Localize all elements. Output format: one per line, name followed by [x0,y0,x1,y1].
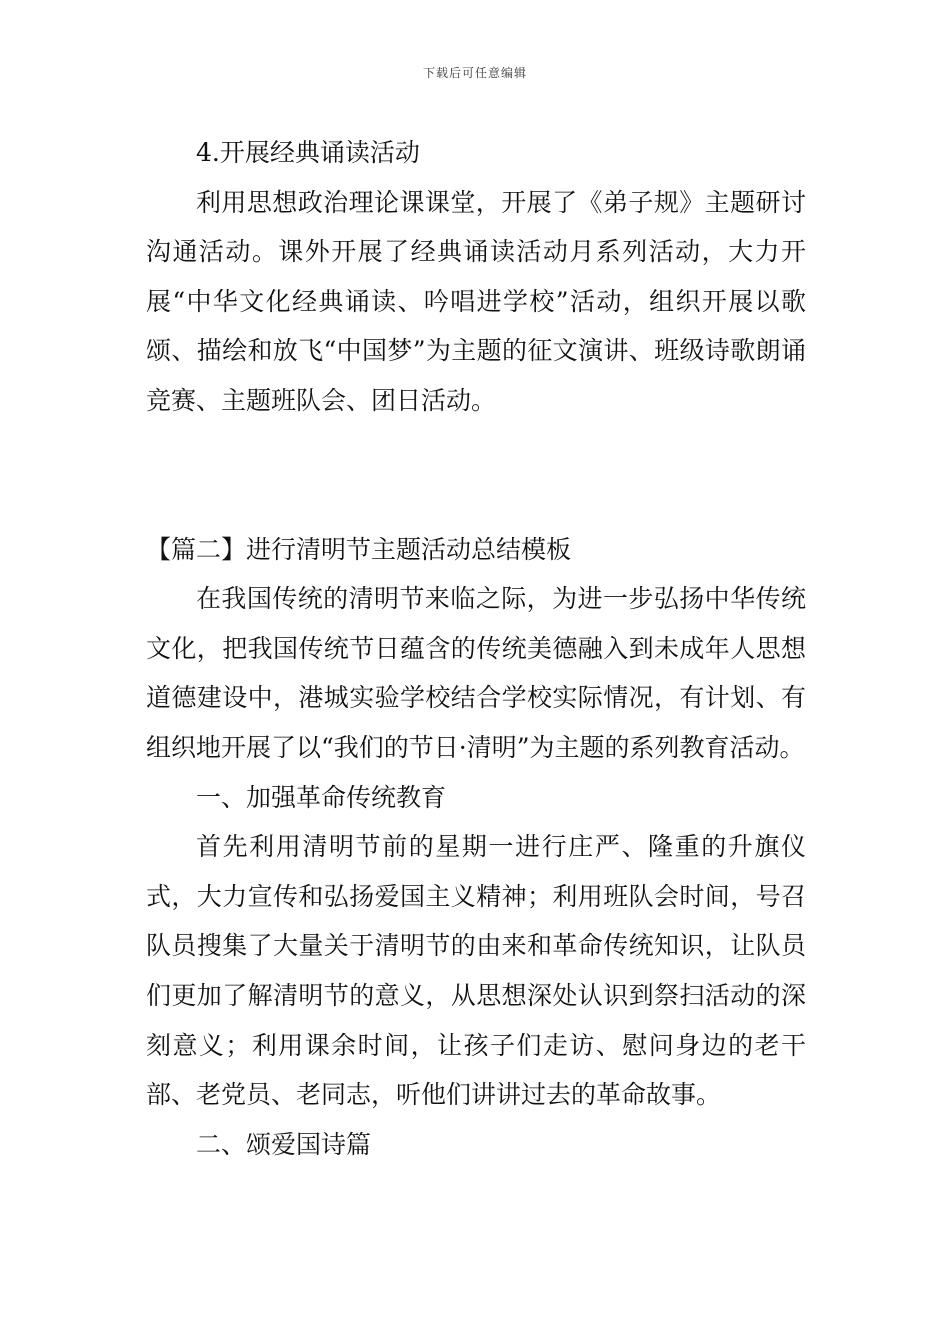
section-heading-classics-reading: 4.开展经典诵读活动 [196,138,420,167]
section-heading-revolutionary-education: 一、加强革命传统教育 [196,782,447,812]
paragraph-intro: 在我国传统的清明节来临之际，为进一步弘扬中华传统文化，把我国传统节日蕴含的传统美德融入到未成年人思想道德建设中，港城实验学校结合学校实际情况，有计划、有组织地开展了以“我们的节日·清明”为主题的系列教育活动。 [146,584,806,762]
paragraph-revolutionary-education: 首先利用清明节前的星期一进行庄严、隆重的升旗仪式，大力宣传和弘扬爱国主义精神；利用班队会时间，号召队员搜集了大量关于清明节的由来和革命传统知识，让队员们更加了解清明节的意义，从思想深处认识到祭扫活动的深刻意义；利用课余时间，让孩子们走访、慰问身边的老干部、老党员、老同志，听他们讲讲过去的革命故事。 [146,832,806,1110]
page-header-note: 下载后可任意编辑 [422,66,527,80]
document-body [146,128,806,1169]
paragraph-classics-reading: 利用思想政治理论课课堂，开展了《弟子规》主题研讨沟通活动。课外开展了经典诵读活动月系列活动，大力开展“中华文化经典诵读、吟唱进学校”活动，组织开展以歌颂、描绘和放飞“中国梦”为主题的征文演讲、班级诗歌朗诵竞赛、主题班队会、团日活动。 [146,187,806,415]
section-spacer [146,426,806,525]
article-title-part-two: 【篇二】进行清明节主题活动总结模板 [146,534,572,564]
section-heading-patriotic-poems: 二、颂爱国诗篇 [196,1129,372,1159]
